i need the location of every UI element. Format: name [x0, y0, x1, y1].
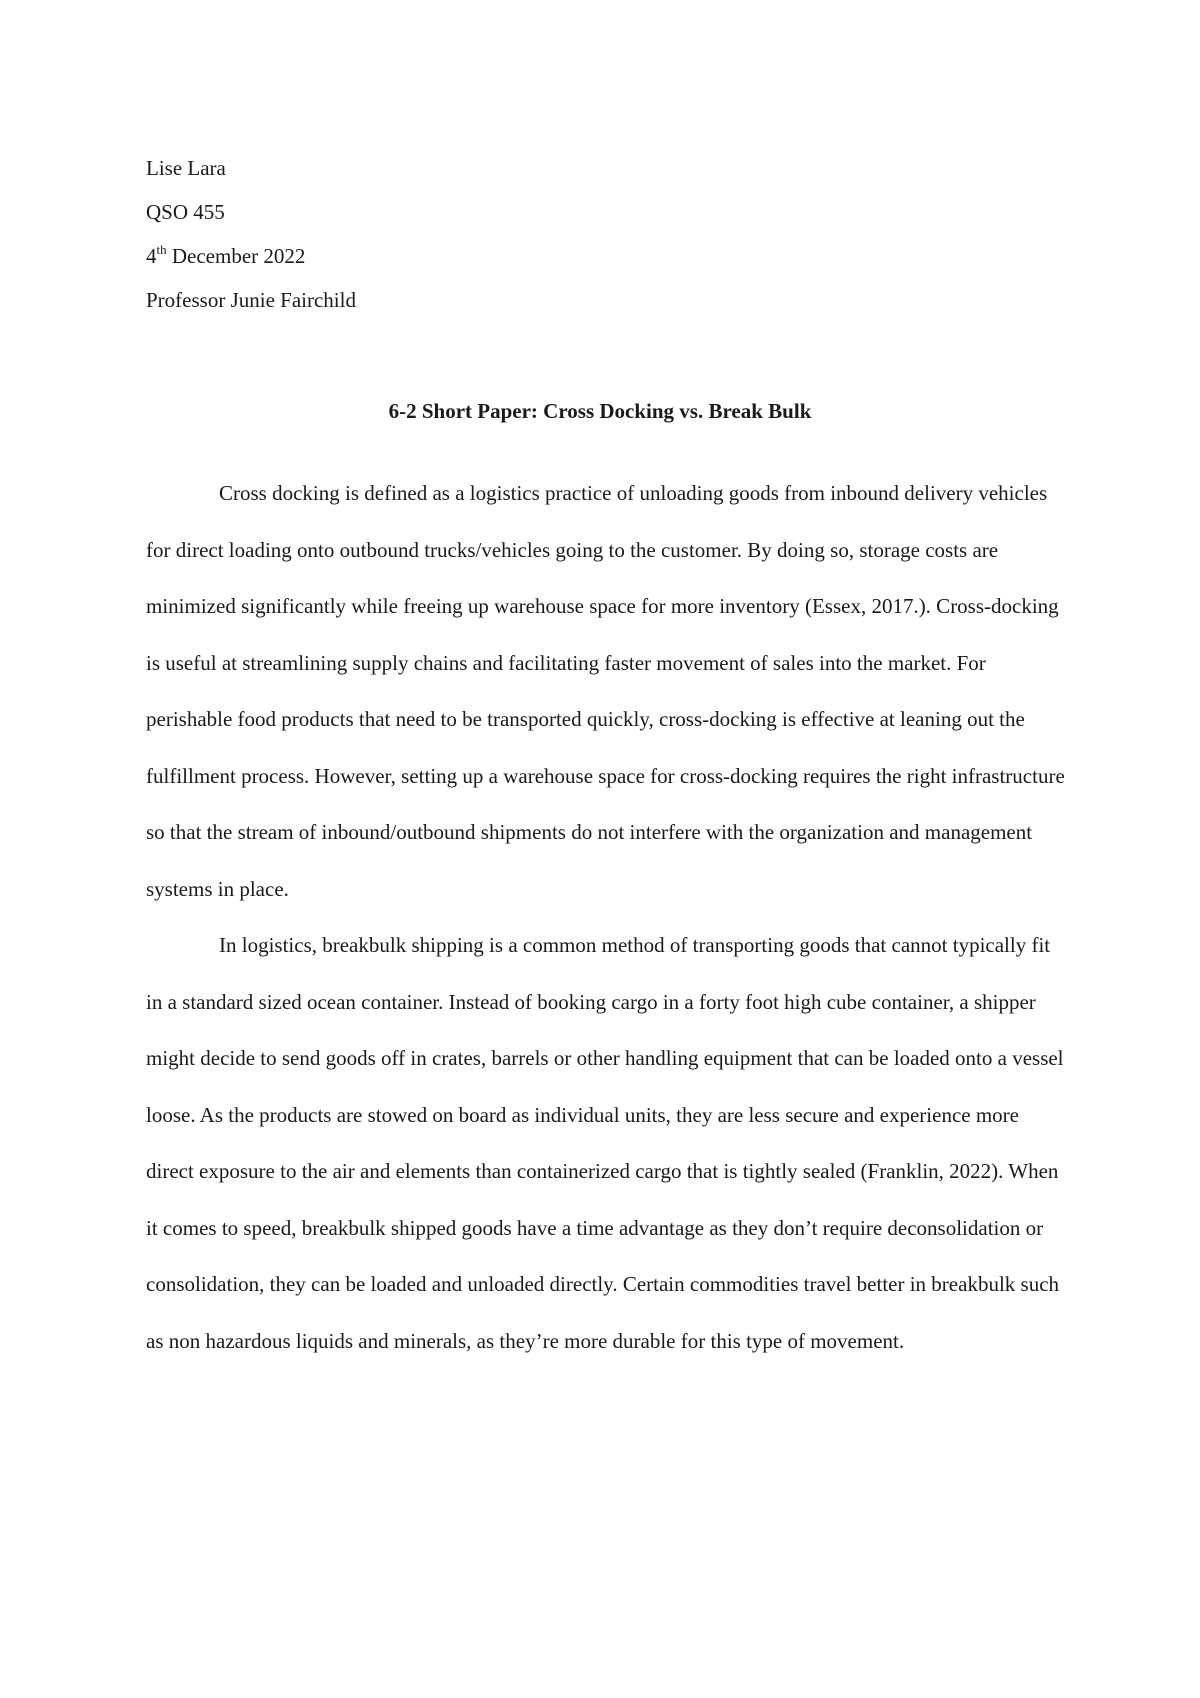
- date-suffix: th: [156, 242, 167, 257]
- paper-date: [146, 234, 746, 278]
- author-name: Lise Lara: [146, 156, 226, 180]
- paper-header: [146, 146, 746, 322]
- date-day: 4: [146, 244, 157, 268]
- paragraph-break-bulk: In logistics, breakbulk shipping is a common method of transporting goods that cannot typically fit in a standard sized ocean container. Instead of booking cargo in a forty foot high cube container, a shipper might decide to send goods off in crates, barrels or other handling equipment that can be loaded onto a vessel loose. As the products are stowed on board as individual units, they are less secure and experience more direct exposure to the air and elements than containerized cargo that is tightly sealed (Franklin, 2022). When it comes to speed, breakbulk shipped goods have a time advantage as they don’t require deconsolidation or consolidation, they can be loaded and unloaded directly. Certain commodities travel better in breakbulk such as non hazardous liquids and minerals, as they’re more durable for this type of movement.: [146, 933, 1064, 1353]
- date-rest: December 2022: [166, 244, 306, 268]
- professor-name: Professor Junie Fairchild: [146, 288, 356, 312]
- course-code: QSO 455: [146, 200, 225, 224]
- paper-body: [146, 465, 1066, 1369]
- paragraph-cross-docking: Cross docking is defined as a logistics practice of unloading goods from inbound delivery vehicles for direct loading onto outbound trucks/vehicles going to the customer. By doing so, storage costs are minimized significantly while freeing up warehouse space for more inventory (Essex, 2017.). Cross-docking is useful at streamlining supply chains and facilitating faster movement of sales into the market. For perishable food products that need to be transported quickly, cross-docking is effective at leaning out the fulfillment process. However, setting up a warehouse space for cross-docking requires the right infrastructure so that the stream of inbound/outbound shipments do not interfere with the organization and management systems in place.: [146, 481, 1065, 901]
- paper-title: 6-2 Short Paper: Cross Docking vs. Break Bulk: [388, 399, 812, 423]
